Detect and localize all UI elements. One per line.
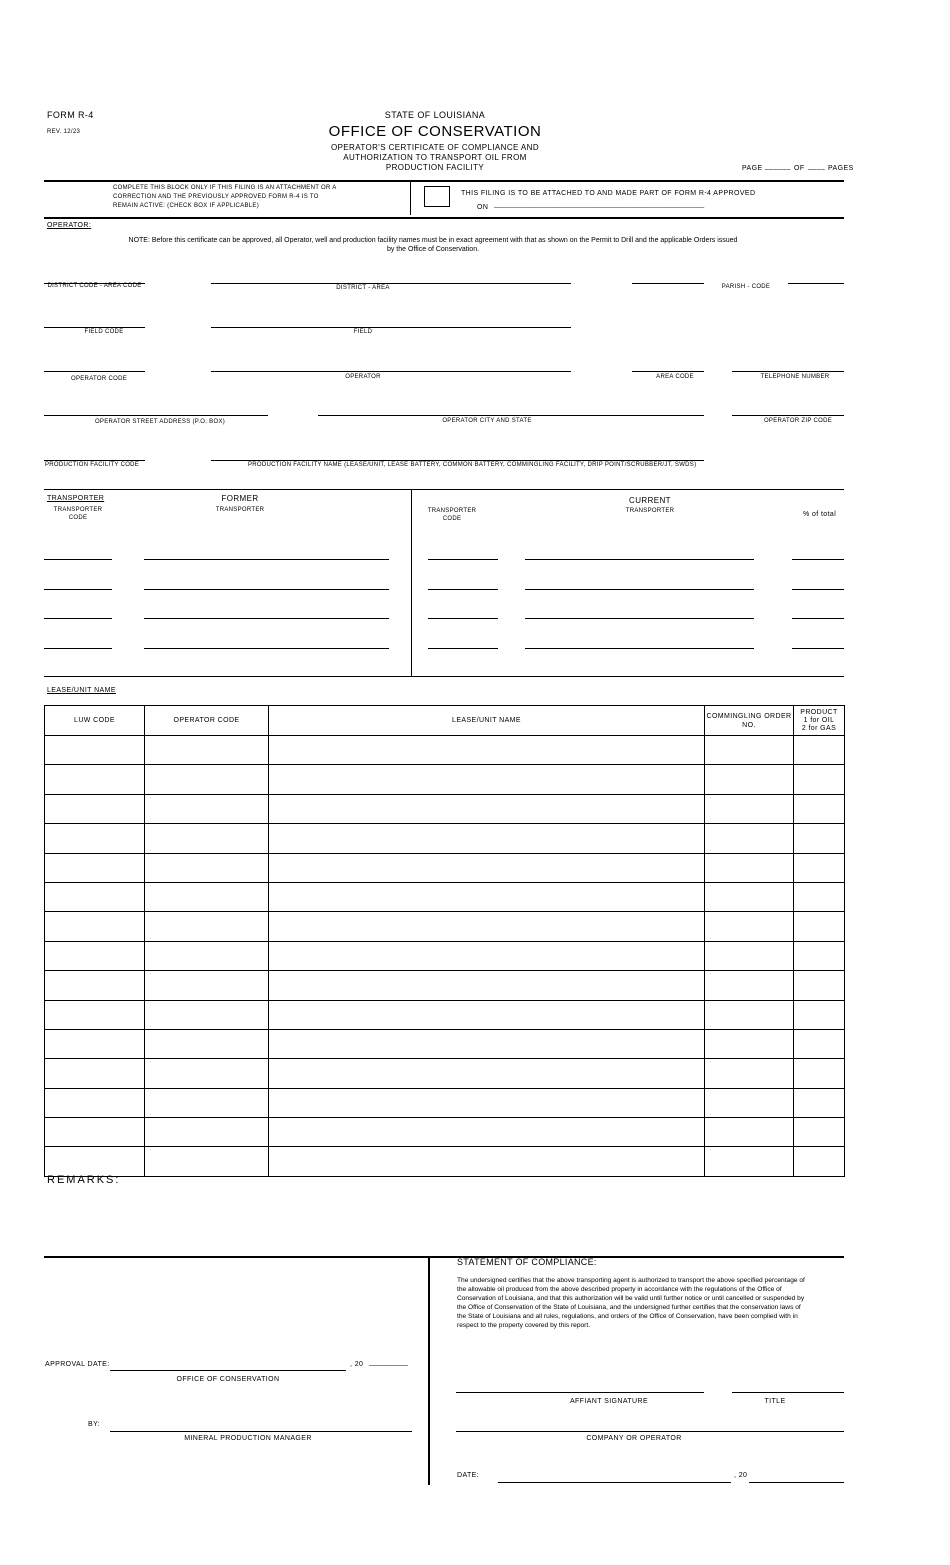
- product-cell[interactable]: [794, 912, 845, 941]
- luw-code-cell[interactable]: [45, 971, 145, 1000]
- current-code-line-4[interactable]: [428, 648, 498, 649]
- affiant-signature-line[interactable]: [456, 1392, 704, 1393]
- commingling-order-cell[interactable]: [705, 1029, 794, 1058]
- lease-table-row: [45, 941, 845, 970]
- percent-line-4[interactable]: [792, 648, 844, 649]
- commingling-order-cell[interactable]: [705, 941, 794, 970]
- former-code-line-2[interactable]: [44, 589, 112, 590]
- approval-year-field[interactable]: __________: [369, 1359, 408, 1366]
- approval-date-line[interactable]: [110, 1370, 346, 1371]
- office-title: OFFICE OF CONSERVATION: [328, 123, 542, 140]
- former-transporter-line-2[interactable]: [144, 589, 389, 590]
- attachment-divider: [410, 181, 411, 215]
- revision-date: REV. 12/23: [47, 129, 81, 135]
- product-cell[interactable]: [794, 971, 845, 1000]
- operator-code-cell[interactable]: [145, 1118, 269, 1147]
- operator-code-cell[interactable]: [145, 882, 269, 911]
- field-code-label: FIELD CODE: [84, 329, 124, 335]
- commingling-order-cell[interactable]: [705, 971, 794, 1000]
- district-area-code-label: DISTRICT CODE - AREA CODE: [47, 283, 142, 289]
- field-code-line[interactable]: [44, 327, 145, 328]
- product-cell[interactable]: [794, 1000, 845, 1029]
- lease-table-row: [45, 1147, 845, 1176]
- former-heading: FORMER: [221, 494, 259, 503]
- luw-code-cell[interactable]: [45, 1000, 145, 1029]
- attachment-instruction-3: REMAIN ACTIVE: (CHECK BOX IF APPLICABLE): [113, 203, 260, 209]
- lease-unit-name-cell[interactable]: [269, 1118, 705, 1147]
- compliance-text-4: the Office of Conservation of the State of Louisiana, and the undersigned further certifies that the conservation laws of: [457, 1304, 801, 1311]
- form-number: FORM R-4: [47, 110, 94, 120]
- operator-code-cell[interactable]: [145, 1147, 269, 1176]
- lease-table-row: [45, 824, 845, 853]
- current-heading: CURRENT: [629, 496, 671, 505]
- office-of-conservation-label: OFFICE OF CONSERVATION: [176, 1376, 280, 1383]
- operator-note-2: by the Office of Conservation.: [386, 246, 480, 253]
- luw-code-cell[interactable]: [45, 882, 145, 911]
- transporter-heading: TRANSPORTER: [47, 495, 105, 502]
- by-label: BY:: [88, 1421, 101, 1428]
- operator-code-cell[interactable]: [145, 912, 269, 941]
- col-luw-code: LUW CODE: [45, 706, 145, 736]
- area-code-line[interactable]: [632, 371, 704, 372]
- lease-table-row: [45, 736, 845, 765]
- commingling-order-cell[interactable]: [705, 853, 794, 882]
- product-label-1: PRODUCT: [800, 708, 838, 716]
- district-area-line[interactable]: [211, 283, 571, 284]
- product-cell[interactable]: [794, 794, 845, 823]
- lease-unit-name-cell[interactable]: [269, 1059, 705, 1088]
- operator-heading: OPERATOR:: [47, 222, 92, 229]
- company-operator-line[interactable]: [456, 1431, 844, 1432]
- lease-unit-name-cell[interactable]: [269, 882, 705, 911]
- former-transporter-line-3[interactable]: [144, 618, 389, 619]
- col-commingling-order: [705, 706, 794, 736]
- commingling-order-cell[interactable]: [705, 1000, 794, 1029]
- lease-table-row: [45, 971, 845, 1000]
- lease-unit-name-cell[interactable]: [269, 824, 705, 853]
- current-code-line-1[interactable]: [428, 559, 498, 560]
- luw-code-cell[interactable]: [45, 1118, 145, 1147]
- compliance-text-6: respect to the property covered by this report.: [457, 1322, 591, 1329]
- street-address-line[interactable]: [44, 415, 268, 416]
- transporter-bottom-rule: [44, 676, 844, 677]
- form-subtitle-3: PRODUCTION FACILITY: [385, 163, 485, 172]
- operator-code-cell[interactable]: [145, 736, 269, 765]
- field-label: FIELD: [353, 329, 373, 335]
- former-code-line-3[interactable]: [44, 618, 112, 619]
- remarks-label: REMARKS:: [47, 1174, 121, 1186]
- former-transporter-line-1[interactable]: [144, 559, 389, 560]
- approval-top-rule: [44, 1256, 844, 1258]
- mineral-production-manager-label: MINERAL PRODUCTION MANAGER: [184, 1435, 312, 1442]
- operator-code-label: OPERATOR CODE: [70, 376, 128, 382]
- operator-code-cell[interactable]: [145, 1000, 269, 1029]
- street-address-label: OPERATOR STREET ADDRESS (P.O. BOX): [94, 419, 226, 425]
- date-label: DATE:: [457, 1472, 480, 1479]
- operator-code-line[interactable]: [44, 371, 145, 372]
- lease-unit-name-cell[interactable]: [269, 1000, 705, 1029]
- attachment-instruction-1: COMPLETE THIS BLOCK ONLY IF THIS FILING IS AN ATTACHMENT OR A: [113, 185, 337, 191]
- operator-code-cell[interactable]: [145, 941, 269, 970]
- lease-unit-name-cell[interactable]: [269, 941, 705, 970]
- current-transporter-line-2[interactable]: [525, 589, 754, 590]
- lease-table-row: [45, 882, 845, 911]
- operator-code-cell[interactable]: [145, 824, 269, 853]
- product-cell[interactable]: [794, 941, 845, 970]
- lease-unit-name-cell[interactable]: [269, 1088, 705, 1117]
- district-area-label: DISTRICT - AREA: [336, 285, 390, 291]
- commingling-order-cell[interactable]: [705, 1147, 794, 1176]
- operator-code-cell[interactable]: [145, 1029, 269, 1058]
- lease-table-row: [45, 1118, 845, 1147]
- city-state-line[interactable]: [318, 415, 704, 416]
- col-lease-unit-name: LEASE/UNIT NAME: [269, 706, 705, 736]
- col-product: [794, 706, 845, 736]
- page-label: PAGE: [742, 165, 763, 172]
- current-transporter-label: TRANSPORTER: [625, 508, 675, 514]
- commingling-order-cell[interactable]: [705, 794, 794, 823]
- current-code-label-2: CODE: [442, 516, 462, 522]
- percent-total-label: % of total: [803, 511, 837, 518]
- luw-code-cell[interactable]: [45, 1088, 145, 1117]
- lease-table-row: [45, 765, 845, 794]
- operator-code-cell[interactable]: [145, 971, 269, 1000]
- of-label: OF: [794, 165, 805, 172]
- product-label-2: 1 for OIL: [803, 716, 835, 724]
- commingling-order-cell[interactable]: [705, 1088, 794, 1117]
- title-line[interactable]: [732, 1392, 844, 1393]
- parish-line-b[interactable]: [788, 283, 844, 284]
- product-cell[interactable]: [794, 1029, 845, 1058]
- commingling-label-2: NO.: [742, 721, 756, 729]
- by-signature-line[interactable]: [110, 1431, 412, 1432]
- product-cell[interactable]: [794, 853, 845, 882]
- facility-code-label: PRODUCTION FACILITY CODE: [45, 462, 140, 468]
- lease-table-row: [45, 853, 845, 882]
- current-transporter-line-1[interactable]: [525, 559, 754, 560]
- compliance-text-2: the allowable oil produced from the above described property in accordance with the regulations of the Office of: [457, 1286, 782, 1293]
- current-transporter-line-3[interactable]: [525, 618, 754, 619]
- compliance-text-1: The undersigned certifies that the above transporting agent is authorized to transport the above specified percentage of: [457, 1277, 805, 1284]
- lease-table-row: [45, 794, 845, 823]
- lease-table-row: [45, 912, 845, 941]
- product-cell[interactable]: [794, 1118, 845, 1147]
- attachment-statement: THIS FILING IS TO BE ATTACHED TO AND MADE PART OF FORM R-4 APPROVED: [461, 190, 756, 197]
- state-title: STATE OF LOUISIANA: [384, 110, 486, 120]
- luw-code-cell[interactable]: [45, 1059, 145, 1088]
- operator-code-cell[interactable]: [145, 1059, 269, 1088]
- col-operator-code: OPERATOR CODE: [145, 706, 269, 736]
- former-transporter-label: TRANSPORTER: [215, 507, 265, 513]
- commingling-label-1: COMMINGLING ORDER: [706, 712, 792, 720]
- lease-table-header: [45, 706, 845, 736]
- date-year-line[interactable]: [749, 1482, 844, 1483]
- compliance-text-3: Conservation of Louisiana, and that this authorization will be valid until further notice or until cancelled or suspended by: [457, 1295, 805, 1302]
- luw-code-cell[interactable]: [45, 941, 145, 970]
- lease-table-row: [45, 1000, 845, 1029]
- product-cell[interactable]: [794, 1059, 845, 1088]
- compliance-heading: STATEMENT OF COMPLIANCE:: [457, 1257, 597, 1267]
- operator-line[interactable]: [211, 371, 571, 372]
- pages-label: PAGES: [828, 165, 854, 172]
- product-cell[interactable]: [794, 765, 845, 794]
- product-label-3: 2 for GAS: [801, 724, 837, 732]
- current-code-label-1: TRANSPORTER: [427, 508, 477, 514]
- luw-code-cell[interactable]: [45, 1147, 145, 1176]
- transporter-top-rule: [44, 489, 844, 490]
- lease-unit-name-cell[interactable]: [269, 912, 705, 941]
- product-cell[interactable]: [794, 882, 845, 911]
- parish-line-a[interactable]: [632, 283, 704, 284]
- affiant-signature-label: AFFIANT SIGNATURE: [569, 1398, 649, 1405]
- commingling-order-cell[interactable]: [705, 1059, 794, 1088]
- commingling-order-cell[interactable]: [705, 765, 794, 794]
- lease-table-body: [45, 736, 845, 1177]
- percent-line-1[interactable]: [792, 559, 844, 560]
- operator-note-1: NOTE: Before this certificate can be approved, all Operator, well and production facility names must be in exact agreement with that as shown on the Permit to Drill and the applicable Orders issued: [128, 237, 738, 244]
- compliance-text-5: the State of Louisiana and all rules, regulations, and orders of the Office of Conservation, have been complied with in: [457, 1313, 798, 1320]
- approval-divider: [428, 1257, 430, 1485]
- lease-unit-name-cell[interactable]: [269, 736, 705, 765]
- former-code-label-1: TRANSPORTER: [53, 507, 103, 513]
- product-cell[interactable]: [794, 1147, 845, 1176]
- former-code-line-1[interactable]: [44, 559, 112, 560]
- operator-code-cell[interactable]: [145, 853, 269, 882]
- commingling-order-cell[interactable]: [705, 1118, 794, 1147]
- current-transporter-line-4[interactable]: [525, 648, 754, 649]
- lease-unit-name-cell[interactable]: [269, 1147, 705, 1176]
- date-line[interactable]: [498, 1482, 731, 1483]
- telephone-label: TELEPHONE NUMBER: [760, 374, 830, 380]
- approval-comma-20: , 20: [350, 1361, 364, 1368]
- lease-table-row: [45, 1029, 845, 1058]
- percent-line-3[interactable]: [792, 618, 844, 619]
- facility-name-line[interactable]: [211, 460, 704, 461]
- luw-code-cell[interactable]: [45, 736, 145, 765]
- facility-code-line[interactable]: [44, 460, 145, 461]
- former-transporter-line-4[interactable]: [144, 648, 389, 649]
- luw-code-cell[interactable]: [45, 824, 145, 853]
- total-pages-field[interactable]: ____: [808, 163, 826, 170]
- attachment-instruction-2: CORRECTION AND THE PREVIOUSLY APPROVED FORM R-4 IS TO: [113, 194, 319, 200]
- form-subtitle-1: OPERATOR'S CERTIFICATE OF COMPLIANCE AND: [330, 143, 540, 152]
- facility-name-label: PRODUCTION FACILITY NAME (LEASE/UNIT, LEASE BATTERY, COMMON BATTERY, COMMINGLING FACILITY, DRIP POINT/SCRUBBER/JT, SWDS): [248, 462, 697, 468]
- commingling-order-cell[interactable]: [705, 882, 794, 911]
- lease-table-row: [45, 1059, 845, 1088]
- operator-label: OPERATOR: [345, 374, 381, 380]
- commingling-order-cell[interactable]: [705, 824, 794, 853]
- title-label: TITLE: [764, 1398, 786, 1405]
- lease-unit-name-cell[interactable]: [269, 853, 705, 882]
- approved-on-date-field[interactable]: _______________________________________________________________: [494, 202, 705, 208]
- telephone-line[interactable]: [732, 371, 844, 372]
- commingling-order-cell[interactable]: [705, 736, 794, 765]
- luw-code-cell[interactable]: [45, 912, 145, 941]
- lease-unit-name-cell[interactable]: [269, 765, 705, 794]
- approval-date-label: APPROVAL DATE:: [45, 1361, 110, 1368]
- lease-unit-table: [44, 705, 845, 1177]
- page-number-field[interactable]: ______: [765, 163, 791, 170]
- product-cell[interactable]: [794, 1088, 845, 1117]
- transporter-divider: [411, 489, 412, 677]
- form-subtitle-2: AUTHORIZATION TO TRANSPORT OIL FROM: [343, 153, 527, 162]
- operator-code-cell[interactable]: [145, 765, 269, 794]
- operator-code-cell[interactable]: [145, 794, 269, 823]
- luw-code-cell[interactable]: [45, 794, 145, 823]
- product-cell[interactable]: [794, 736, 845, 765]
- attachment-checkbox[interactable]: [424, 186, 450, 207]
- lease-unit-name-cell[interactable]: [269, 794, 705, 823]
- lease-unit-name-cell[interactable]: [269, 971, 705, 1000]
- date-comma-20: , 20: [734, 1472, 748, 1479]
- lease-unit-heading: LEASE/UNIT NAME: [47, 687, 116, 694]
- commingling-order-cell[interactable]: [705, 912, 794, 941]
- former-code-line-4[interactable]: [44, 648, 112, 649]
- product-cell[interactable]: [794, 824, 845, 853]
- parish-code-label: PARISH - CODE: [721, 284, 771, 290]
- current-code-line-3[interactable]: [428, 618, 498, 619]
- percent-line-2[interactable]: [792, 589, 844, 590]
- luw-code-cell[interactable]: [45, 765, 145, 794]
- former-code-label-2: CODE: [68, 515, 88, 521]
- on-label: ON: [477, 204, 489, 211]
- city-state-label: OPERATOR CITY AND STATE: [442, 418, 532, 424]
- area-code-label: AREA CODE: [656, 374, 694, 380]
- operator-code-cell[interactable]: [145, 1088, 269, 1117]
- company-operator-label: COMPANY OR OPERATOR: [586, 1435, 682, 1442]
- luw-code-cell[interactable]: [45, 853, 145, 882]
- lease-unit-name-cell[interactable]: [269, 1029, 705, 1058]
- zip-code-label: OPERATOR ZIP CODE: [763, 418, 833, 424]
- luw-code-cell[interactable]: [45, 1029, 145, 1058]
- current-code-line-2[interactable]: [428, 589, 498, 590]
- field-line[interactable]: [211, 327, 571, 328]
- lease-table-row: [45, 1088, 845, 1117]
- zip-code-line[interactable]: [732, 415, 844, 416]
